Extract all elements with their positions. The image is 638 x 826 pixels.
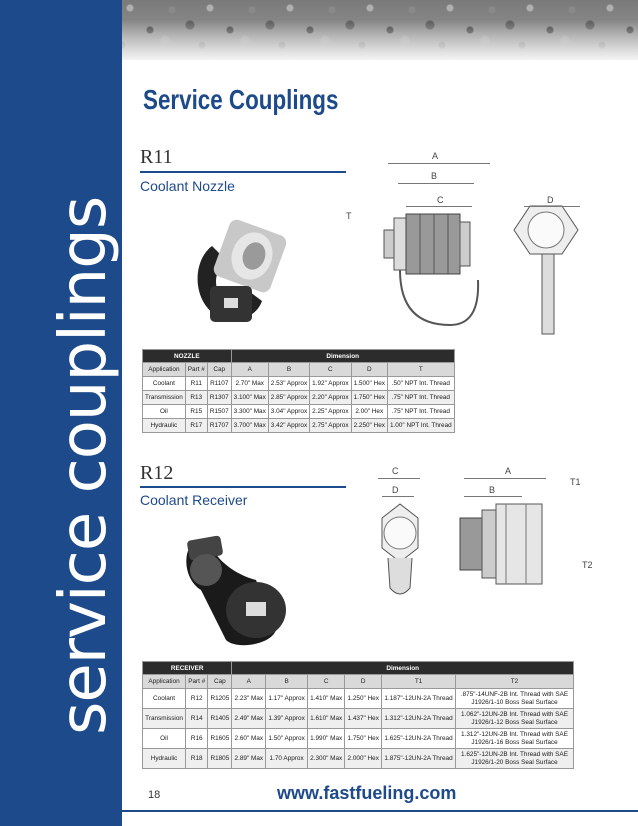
table-cell: .75" NPT Int. Thread xyxy=(387,405,454,419)
dim-d-label: D xyxy=(547,195,554,205)
table-cell: R1205 xyxy=(208,689,232,709)
table-row xyxy=(143,709,574,729)
table-cell: R18 xyxy=(186,749,208,769)
table-cell: 1.00" NPT Int. Thread xyxy=(387,419,454,433)
table-cell: Coolant xyxy=(143,689,186,709)
col-header: A xyxy=(231,363,268,377)
table-cell: R11 xyxy=(185,377,207,391)
table-cell: 2.250" Hex xyxy=(351,419,387,433)
dim-a-label-r12: A xyxy=(505,466,512,476)
table-cell: R15 xyxy=(185,405,207,419)
col-header: C xyxy=(307,675,344,689)
table-cell: 1.70 Approx xyxy=(266,749,308,769)
table-cell: 1.990" Max xyxy=(307,729,344,749)
r11-subtitle: Coolant Nozzle xyxy=(140,178,235,194)
dim-b-line-r12 xyxy=(464,496,522,497)
col-header: C xyxy=(310,363,351,377)
col-header: D xyxy=(351,363,387,377)
table-row xyxy=(143,749,574,769)
col-header: Cap xyxy=(207,363,231,377)
table-cell: .875"-14UNF-2B Int. Thread with SAE J1926/1-10 Boss Seal Surface xyxy=(456,689,574,709)
dim-b-label-r12: B xyxy=(489,485,496,495)
table-cell: 3.300" Max xyxy=(231,405,268,419)
page-number: 18 xyxy=(148,789,161,801)
col-header: T2 xyxy=(456,675,574,689)
table-cell: 3.04" Approx xyxy=(268,405,309,419)
table-cell: R1307 xyxy=(207,391,231,405)
dim-c-label: C xyxy=(437,195,444,205)
dim-d-line xyxy=(524,206,580,207)
dim-a-label: A xyxy=(432,151,439,161)
nozzle-table-dimension: Dimension xyxy=(231,350,454,363)
table-cell: R1507 xyxy=(207,405,231,419)
table-cell: 1.39" Approx xyxy=(266,709,308,729)
table-cell: 1.610" Max xyxy=(307,709,344,729)
table-cell: .75" NPT Int. Thread xyxy=(387,391,454,405)
nozzle-table-group: NOZZLE xyxy=(143,350,232,363)
table-row xyxy=(143,729,574,749)
coolant-receiver-photo xyxy=(176,520,316,650)
table-cell: Oil xyxy=(143,405,186,419)
table-row xyxy=(143,689,574,709)
table-cell: 1.500" Hex xyxy=(351,377,387,391)
table-cell: 2.85" Approx xyxy=(268,391,309,405)
table-cell: 1.750" Hex xyxy=(345,729,382,749)
table-cell: Hydraulic xyxy=(143,419,186,433)
table-cell: 1.750" Hex xyxy=(351,391,387,405)
table-cell: Coolant xyxy=(143,377,186,391)
table-cell: R1107 xyxy=(207,377,231,391)
table-cell: Transmission xyxy=(143,391,186,405)
receiver-table-group: RECEIVER xyxy=(143,662,232,675)
table-cell: R13 xyxy=(185,391,207,405)
table-cell: 1.312"-12UN-2A Thread xyxy=(382,709,456,729)
website-link[interactable]: www.fastfueling.com xyxy=(277,783,457,803)
sidebar-band xyxy=(0,0,122,826)
col-header: B xyxy=(268,363,309,377)
col-header: T1 xyxy=(382,675,456,689)
table-row xyxy=(143,391,455,405)
table-row xyxy=(143,377,455,391)
col-header: A xyxy=(232,675,266,689)
dim-d-label-r12: D xyxy=(392,485,399,495)
table-cell: 2.75" Approx xyxy=(310,419,351,433)
col-header: Application xyxy=(143,363,186,377)
r12-rule xyxy=(140,486,346,488)
table-cell: 2.000" Hex xyxy=(345,749,382,769)
table-cell: R14 xyxy=(186,709,208,729)
table-cell: R1707 xyxy=(207,419,231,433)
table-cell: 1.92" Approx xyxy=(310,377,351,391)
dim-t1-label: T1 xyxy=(570,477,581,487)
table-cell: 1.625"-12UN-2A Thread xyxy=(382,729,456,749)
table-cell: 1.187"-12UN-2A Thread xyxy=(382,689,456,709)
table-cell: 3.700" Max xyxy=(231,419,268,433)
sidebar-label: service couplings xyxy=(47,196,121,735)
col-header: Part # xyxy=(185,363,207,377)
r12-id: R12 xyxy=(140,462,174,484)
dim-t2-label: T2 xyxy=(582,560,593,570)
dim-c-line xyxy=(406,206,472,207)
col-header: Cap xyxy=(208,675,232,689)
table-cell: 1.17" Approx xyxy=(266,689,308,709)
table-cell: 2.60" Max xyxy=(232,729,266,749)
table-cell: 2.20" Approx xyxy=(310,391,351,405)
coolant-nozzle-diagram xyxy=(370,200,590,340)
table-cell: R1605 xyxy=(208,729,232,749)
receiver-table xyxy=(142,661,574,769)
coolant-nozzle-photo xyxy=(182,206,292,336)
table-cell: 3.100" Max xyxy=(231,391,268,405)
nozzle-table xyxy=(142,349,455,433)
table-cell: 3.42" Approx xyxy=(268,419,309,433)
col-header: T xyxy=(387,363,454,377)
table-cell: 2.300" Max xyxy=(307,749,344,769)
table-cell: Oil xyxy=(143,729,186,749)
dim-t-label: T xyxy=(346,211,352,221)
r11-rule xyxy=(140,171,346,173)
coolant-receiver-diagram xyxy=(360,488,560,608)
dim-b-line xyxy=(398,183,474,184)
table-cell: 1.50" Approx xyxy=(266,729,308,749)
table-cell: 2.25" Approx xyxy=(310,405,351,419)
table-cell: 1.062"-12UN-2B Int. Thread with SAE J1926/1-12 Boss Seal Surface xyxy=(456,709,574,729)
table-cell: 2.70" Max xyxy=(231,377,268,391)
table-cell: 1.312"-12UN-2B Int. Thread with SAE J1926/1-16 Boss Seal Surface xyxy=(456,729,574,749)
table-cell: 1.250" Hex xyxy=(345,689,382,709)
page-title: Service Couplings xyxy=(143,84,339,115)
table-cell: 1.410" Max xyxy=(307,689,344,709)
dim-d-line-r12 xyxy=(382,496,414,497)
col-header: Part # xyxy=(186,675,208,689)
table-cell: 2.53" Approx xyxy=(268,377,309,391)
table-cell: 2.89" Max xyxy=(232,749,266,769)
r12-subtitle: Coolant Receiver xyxy=(140,492,248,508)
dim-c-label-r12: C xyxy=(392,466,399,476)
table-cell: 1.437" Hex xyxy=(345,709,382,729)
col-header: B xyxy=(266,675,308,689)
bottom-rule xyxy=(122,810,638,812)
dim-c-line-r12 xyxy=(378,478,420,479)
table-cell: R1805 xyxy=(208,749,232,769)
table-row xyxy=(143,405,455,419)
table-cell: 1.875"-12UN-2A Thread xyxy=(382,749,456,769)
r11-id: R11 xyxy=(140,146,173,168)
col-header: Application xyxy=(143,675,186,689)
table-row xyxy=(143,419,455,433)
table-cell: R1405 xyxy=(208,709,232,729)
table-cell: Transmission xyxy=(143,709,186,729)
dim-b-label: B xyxy=(431,171,438,181)
table-cell: 2.49" Max xyxy=(232,709,266,729)
dim-a-line xyxy=(388,163,490,164)
table-cell: .50" NPT Int. Thread xyxy=(387,377,454,391)
table-cell: R12 xyxy=(186,689,208,709)
dim-a-line-r12 xyxy=(464,478,546,479)
table-cell: 2.00" Hex xyxy=(351,405,387,419)
table-cell: R17 xyxy=(185,419,207,433)
table-cell: R16 xyxy=(186,729,208,749)
receiver-table-dimension: Dimension xyxy=(232,662,574,675)
table-cell: 2.23" Max xyxy=(232,689,266,709)
col-header: D xyxy=(345,675,382,689)
table-cell: 1.625"-12UN-2B Int. Thread with SAE J1926/1-20 Boss Seal Surface xyxy=(456,749,574,769)
table-cell: Hydraulic xyxy=(143,749,186,769)
